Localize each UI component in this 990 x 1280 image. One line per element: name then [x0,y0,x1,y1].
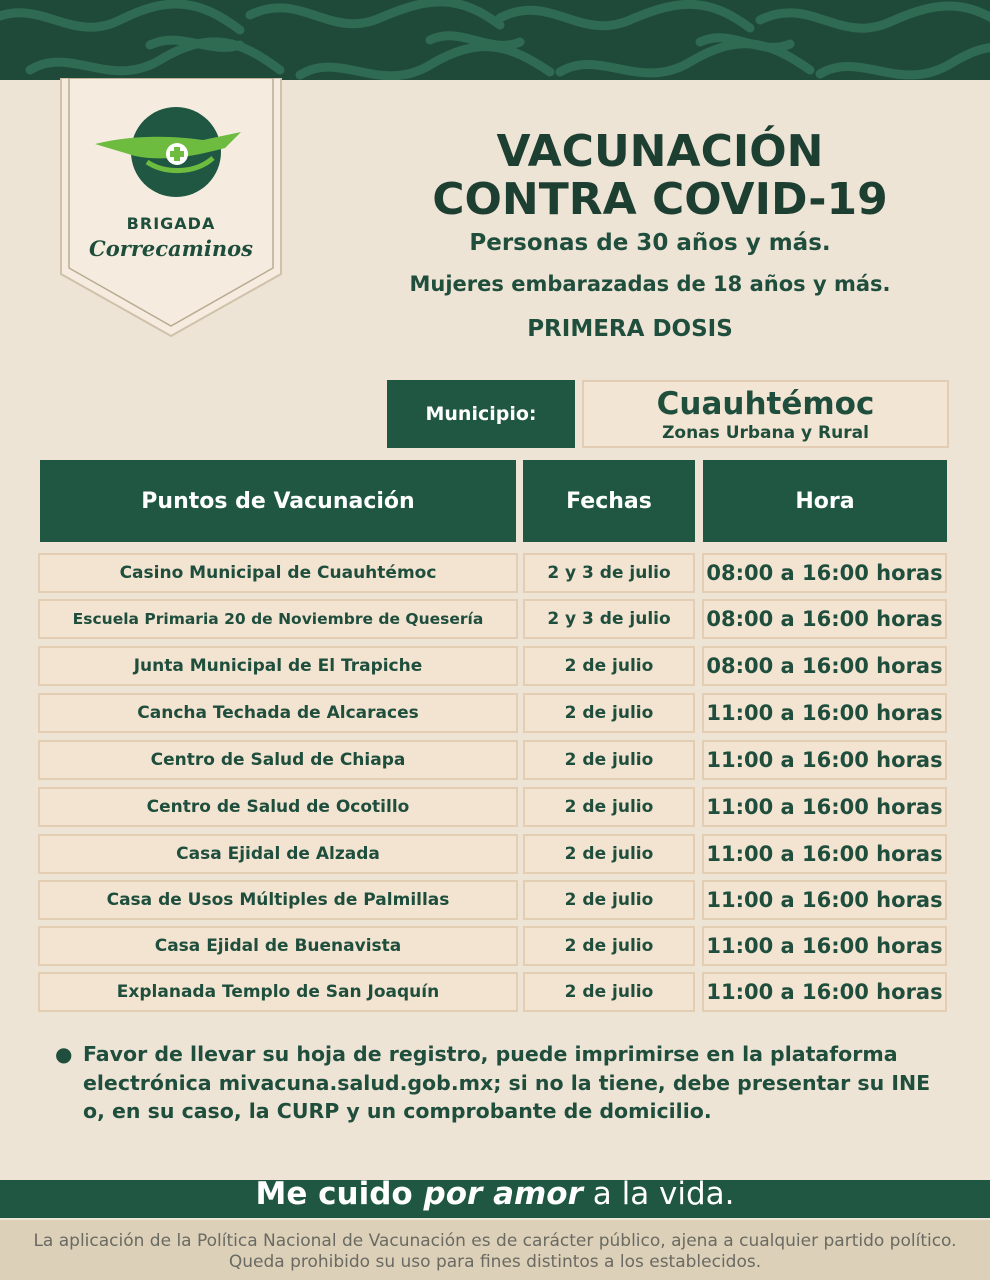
decorative-top-band [0,0,990,80]
hour-cell: 08:00 a 16:00 horas [702,553,947,593]
date-cell: 2 de julio [523,693,695,733]
municipio-zones: Zonas Urbana y Rural [662,423,869,443]
place-cell: Casa Ejidal de Alzada [38,834,518,874]
date-cell: 2 de julio [523,646,695,686]
hour-cell: 11:00 a 16:00 horas [702,834,947,874]
table-row [0,972,990,1012]
table-row [0,693,990,733]
place-cell: Junta Municipal de El Trapiche [38,646,518,686]
table-row [0,834,990,874]
date-cell: 2 de julio [523,880,695,920]
date-cell: 2 y 3 de julio [523,553,695,593]
slogan-part-1: Me cuido [255,1176,424,1212]
municipio-box [582,380,949,448]
legal-footer: La aplicación de la Política Nacional de Vacunación es de carácter público, ajena a cualquier partido político. Queda prohibido su uso para fines distintos a los establecidos. [33,1231,957,1272]
place-cell: Casa de Usos Múltiples de Palmillas [38,880,518,920]
dose-label: PRIMERA DOSIS [527,316,733,342]
place-cell: Explanada Templo de San Joaquín [38,972,518,1012]
municipio-name: Cuauhtémoc [656,386,875,422]
hour-cell: 11:00 a 16:00 horas [702,972,947,1012]
date-cell: 2 de julio [523,787,695,827]
slogan-part-3: a la vida. [582,1176,735,1212]
brigada-badge [55,78,287,340]
place-cell: Casa Ejidal de Buenavista [38,926,518,966]
audience-line-2: Mujeres embarazadas de 18 años y más. [409,272,891,296]
date-cell: 2 de julio [523,834,695,874]
correcaminos-label: Correcaminos [89,236,253,261]
date-cell: 2 y 3 de julio [523,599,695,639]
table-row [0,553,990,593]
slogan-part-2: por amor [423,1176,583,1212]
municipio-label: Municipio: [387,380,575,448]
note-text: Favor de llevar su hoja de registro, puede imprimirse en la plataforma electrónica mivacuna.salud.gob.mx; si no la tiene, debe presentar su INE o, en su caso, la CURP y un comprobante de domicilio. [83,1042,931,1123]
header-dates: Fechas [523,460,695,542]
table-row [0,740,990,780]
table-row [0,880,990,920]
place-cell: Centro de Salud de Chiapa [38,740,518,780]
audience-line-1: Personas de 30 años y más. [469,230,831,256]
slogan [0,1176,990,1212]
header-hours: Hora [703,460,947,542]
date-cell: 2 de julio [523,740,695,780]
date-cell: 2 de julio [523,926,695,966]
hour-cell: 11:00 a 16:00 horas [702,740,947,780]
table-row [0,646,990,686]
place-cell: Cancha Techada de Alcaraces [38,693,518,733]
table-row [0,926,990,966]
brigada-label: BRIGADA [126,214,216,233]
hour-cell: 08:00 a 16:00 horas [702,599,947,639]
hour-cell: 11:00 a 16:00 horas [702,693,947,733]
header-places: Puntos de Vacunación [40,460,516,542]
hour-cell: 08:00 a 16:00 horas [702,646,947,686]
hour-cell: 11:00 a 16:00 horas [702,926,947,966]
hour-cell: 11:00 a 16:00 horas [702,880,947,920]
table-row [0,599,990,639]
place-cell: Centro de Salud de Ocotillo [38,787,518,827]
date-cell: 2 de julio [523,972,695,1012]
place-cell: Casino Municipal de Cuauhtémoc [38,553,518,593]
title-line-2: CONTRA COVID-19 [432,174,888,225]
place-cell: Escuela Primaria 20 de Noviembre de Quesería [38,599,518,639]
hour-cell: 11:00 a 16:00 horas [702,787,947,827]
title-line-1: VACUNACIÓN [496,126,824,177]
table-row [0,787,990,827]
bullet-icon: ● [55,1042,73,1066]
page-title [380,128,940,224]
